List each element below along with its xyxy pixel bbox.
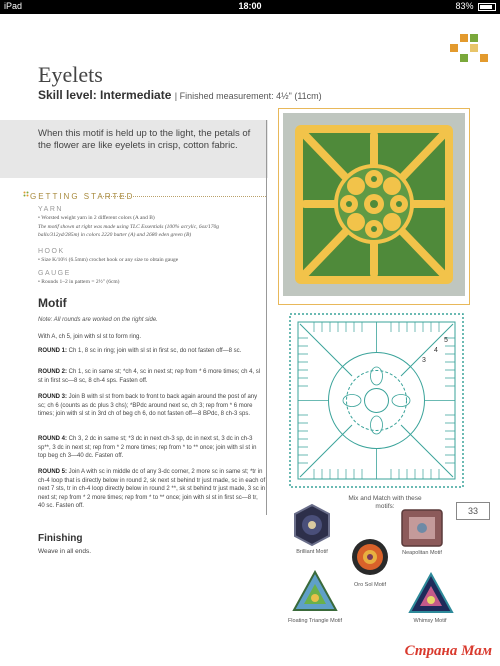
brilliant-motif-thumbnail — [292, 503, 332, 547]
battery-icon — [478, 3, 496, 11]
svg-text:5: 5 — [444, 337, 448, 344]
round-3 — [38, 393, 266, 419]
yarn-heading: YARN — [38, 206, 63, 213]
round-2 — [38, 368, 266, 385]
device-label: iPad — [4, 1, 23, 11]
column-divider — [266, 120, 267, 515]
gauge-line: • Rounds 1–2 in pattern = 2½" (6cm) — [38, 279, 120, 285]
round-5-text: Join A with sc in middle dc of any 3-dc corner, 2 more sc in same st; *tr in ch-4 loop that is directly below in round 2, sk next st behind tr just made, sc in each of next 7 sts, tr in ch-4 loop directly below in round 2 **, sk st behind tr just made, 3 sc in next st; rep from * 2 more times; rep from * to ** once; join with sl st in first sc—8 tr, 40 sc. Fasten off. — [38, 469, 266, 509]
motif-photo — [283, 113, 465, 296]
getting-started-rule — [100, 196, 266, 197]
brilliant-motif-label: Brilliant Motif — [296, 549, 328, 555]
svg-text:4: 4 — [434, 347, 438, 354]
finished-measurement: | Finished measurement: 4½" (11cm) — [174, 91, 322, 101]
battery-status — [455, 1, 496, 11]
yarn-line: • Worsted weight yarn in 2 different colors (A and B) — [38, 215, 155, 221]
page-number: 33 — [456, 502, 490, 520]
round-4-label: ROUND 4: — [38, 436, 68, 442]
intro-text: When this motif is held up to the light, the petals of the flower are like eyelets in crisp, cotton fabric. — [38, 128, 251, 151]
battery-percent: 83% — [455, 1, 474, 11]
crochet-square-image — [283, 113, 465, 296]
skill-level: Skill level: Intermediate — [38, 88, 172, 102]
whimsy-motif-thumbnail — [408, 572, 454, 616]
floating-triangle-motif-thumbnail — [292, 570, 338, 614]
hook-heading: HOOK — [38, 248, 65, 255]
round-1-text: Ch 1, 8 sc in ring; join with sl st in first sc, do not fasten off—8 sc. — [67, 348, 242, 354]
round-2-label: ROUND 2: — [38, 369, 68, 375]
status-bar — [0, 0, 500, 14]
oro-sol-motif-label: Oro Sol Motif — [353, 582, 387, 588]
motif-note: Note: All rounds are worked on the right side. — [38, 317, 158, 323]
section-dots-icon — [23, 191, 29, 199]
clock: 18:00 — [238, 1, 262, 11]
decorative-squares — [446, 34, 486, 74]
page-title: Eyelets — [38, 62, 103, 87]
stitch-diagram — [284, 308, 469, 493]
neapolitan-motif-label: Neapolitan Motif — [402, 550, 442, 556]
skill-line — [38, 88, 322, 102]
oro-sol-motif-thumbnail — [350, 537, 390, 577]
round-5 — [38, 468, 266, 511]
round-3-label: ROUND 3: — [38, 394, 68, 400]
svg-text:3: 3 — [422, 357, 426, 364]
getting-started-heading: GETTING STARTED — [30, 192, 135, 201]
yarn-note — [38, 224, 260, 239]
round-3-text: Join B with sl st from back to front to back again around the post of any sc; ch 6 (counts as dc plus 3 chs); *BPdc around next sc, ch 3; rep from * 6 more times; join with sl st in 3rd ch of beg ch 6, do not fasten off—8 BPdc, 8 ch-3 sps. — [38, 394, 258, 417]
hook-line: • Size K/10½ (6.5mm) crochet hook or any size to obtain gauge — [38, 257, 179, 263]
instruction-start: With A, ch 5, join with sl st to form ring. — [38, 334, 142, 340]
site-watermark: Страна Мам — [404, 643, 492, 659]
yarn-note-text: The motif shown at right was made using TLC Essentials (100% acrylic, 6oz/170g balls/312yd/285m) in colors 2220 butter (A) and 2680 eden green (B) — [38, 224, 220, 238]
gauge-heading: GAUGE — [38, 270, 71, 277]
mix-and-match-heading: Mix and Match with these motifs: — [348, 495, 422, 510]
whimsy-motif-label: Whimsy Motif — [413, 618, 447, 624]
finishing-heading: Finishing — [38, 533, 83, 544]
neapolitan-motif-thumbnail — [400, 508, 444, 548]
round-2-text: Ch 1, sc in same st; *ch 4, sc in next st; rep from * 6 more times; ch 4, sl st in first sc—8 sc, 8 ch-4 sps. Fasten off. — [38, 369, 261, 384]
round-1-label: ROUND 1: — [38, 348, 68, 354]
floating-triangle-motif-label: Floating Triangle Motif — [287, 618, 343, 624]
round-1 — [38, 347, 266, 356]
finishing-text: Weave in all ends. — [38, 548, 91, 555]
round-4 — [38, 435, 266, 461]
round-5-label: ROUND 5: — [38, 469, 68, 475]
round-4-text: Ch 3, 2 dc in same st; *3 dc in next ch-3 sp, dc in next st, 3 dc in ch-3 sp**, 3 dc in next st; rep from * 2 more times; rep from * to ** once; join with sl st in top beg ch 3—40 dc. Fasten off. — [38, 436, 257, 459]
motif-heading: Motif — [38, 296, 67, 310]
